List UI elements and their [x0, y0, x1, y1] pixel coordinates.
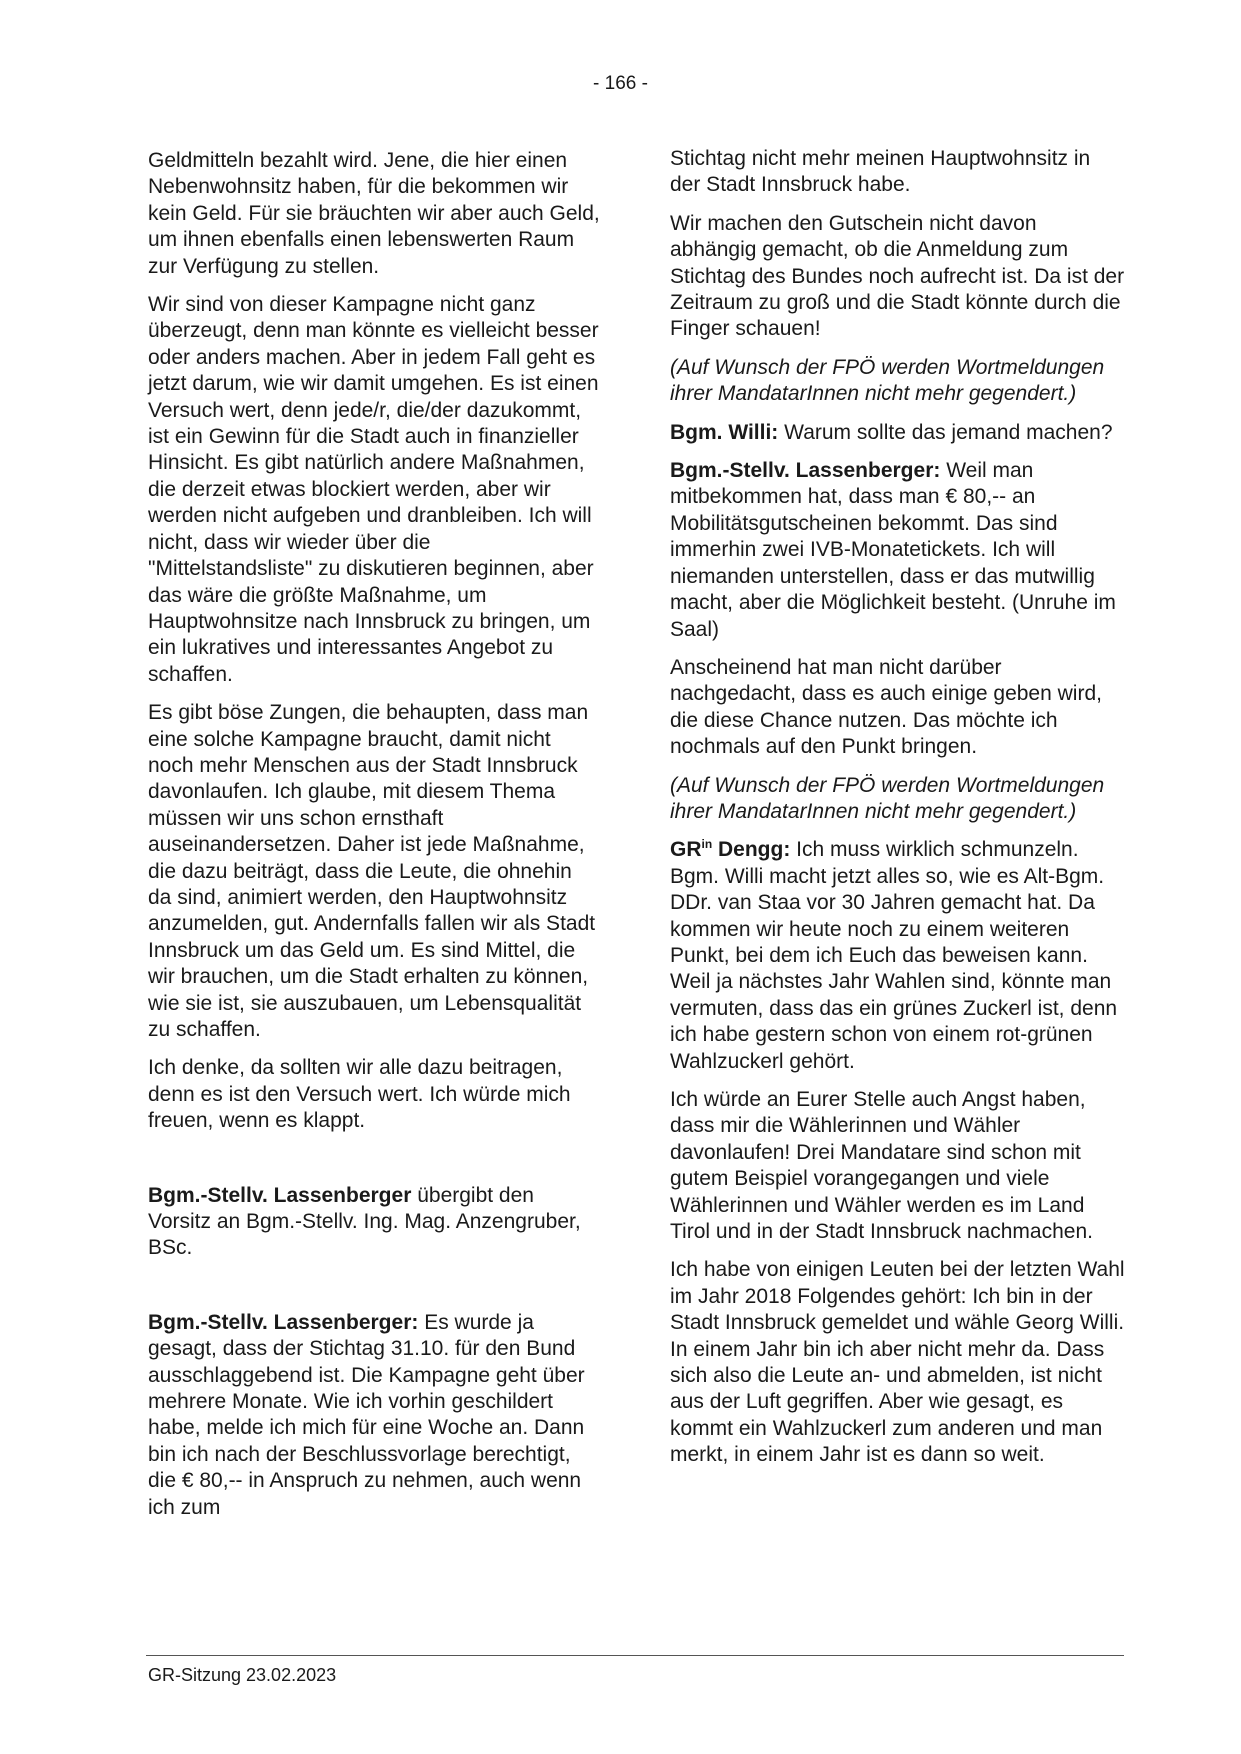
speaker-name: Bgm.-Stellv. Lassenberger:: [670, 459, 941, 483]
paragraph-text: Warum sollte das jemand machen?: [778, 420, 1113, 444]
speaker-name: Bgm. Willi:: [670, 420, 779, 444]
paragraph-text: Weil man mitbekommen hat, dass man € 80,-- an Mobilitätsgutscheinen bekommt. Das sind immerhin zwei IVB-Monatetickets. Ich will niemanden unterstellen, dass er das mutwillig macht, aber die Möglichkeit besteht. (Unruhe im Saal): [670, 459, 1116, 641]
paragraph-text: Es wurde ja gesagt, dass der Stichtag 31.10. für den Bund ausschlaggebend ist. Die Kampagne geht über mehrere Monate. Wie ich vorhin geschildert habe, melde ich mich für eine Woche an. Dann bin ich nach der Beschlussvorlage berechtigt, die € 80,-- in Anspruch zu nehmen, auch wenn ich zum: [148, 1310, 585, 1519]
speaker-title: GR: [670, 838, 702, 862]
paragraph: Ich würde an Eurer Stelle auch Angst haben, dass mir die Wählerinnen und Wähler davonlaufen! Drei Mandatare sind schon mit gutem Beispiel vorangegangen und viele Wählerinnen und Wähler werden es im Land Tirol und in der Stadt Innsbruck nachmachen.: [670, 1088, 1093, 1244]
paragraph: Ich denke, da sollten wir alle dazu beitragen, denn es ist den Versuch wert. Ich würde mich freuen, wenn es klappt.: [148, 1056, 571, 1133]
speaker-title-superscript: in: [701, 837, 713, 852]
right-column: [670, 146, 1125, 1481]
footer-divider: [146, 1655, 1124, 1656]
speaker-surname: Dengg:: [712, 838, 791, 862]
paragraph: Anscheinend hat man nicht darüber nachgedacht, dass es auch einige geben wird, die diese Chance nutzen. Das möchte ich nochmals auf den Punkt bringen.: [670, 655, 1102, 759]
page-number: - 166 -: [593, 73, 648, 94]
speaker-name: [670, 838, 790, 861]
speaker-name: Bgm.-Stellv. Lassenberger:: [148, 1310, 419, 1334]
speaker-paragraph: [670, 420, 1125, 446]
paragraph: Wir machen den Gutschein nicht davon abhängig gemacht, ob die Anmeldung zum Stichtag des Bundes noch aufrecht ist. Da ist der Zeitraum zu groß und die Stadt könnte durch die Finger schauen!: [670, 211, 1125, 341]
procedural-note: [148, 1183, 600, 1262]
paragraph: Es gibt böse Zungen, die behaupten, dass man eine solche Kampagne braucht, damit nicht noch mehr Menschen aus der Stadt Innsbruck davonlaufen. Ich glaube, mit diesem Thema müssen wir uns schon ernsthaft auseinandersetzen. Daher ist jede Maßnahme, die dazu beiträgt, dass die Leute, die ohnehin da sind, animiert werden, den Hauptwohnsitz anzumelden, gut. Andernfalls fallen wir als Stadt Innsbruck um das Geld um. Es sind Mittel, die wir brauchen, um die Stadt erhalten zu können, wie sie ist, sie auszubauen, um Lebensqualität zu schaffen.: [148, 701, 596, 1041]
paragraph: Wir sind von dieser Kampagne nicht ganz überzeugt, denn man könnte es vielleicht besser oder anders machen. Aber in jedem Fall geht es jetzt darum, wie wir damit umgehen. Es ist einen Versuch wert, denn jede/r, die/der dazukommt, ist ein Gewinn für die Stadt auch in finanzieller Hinsicht. Es gibt natürlich andere Maßnahmen, die derzeit etwas blockiert werden, aber wir werden nicht aufgeben und dranbleiben. Ich will nicht, dass wir wieder über die "Mittelstandsliste" zu diskutieren beginnen, aber das wäre die größte Maßnahme, um Hauptwohnsitze nach Innsbruck zu bringen, um ein lukratives und interessantes Angebot zu schaffen.: [148, 293, 599, 686]
paragraph: Stichtag nicht mehr meinen Hauptwohnsitz in der Stadt Innsbruck habe.: [670, 147, 1091, 197]
speaker-name: Bgm.-Stellv. Lassenberger: [148, 1183, 412, 1207]
editorial-note: (Auf Wunsch der FPÖ werden Wortmeldungen ihrer MandatarInnen nicht mehr gegendert.): [670, 355, 1105, 406]
speaker-paragraph: [670, 458, 1125, 643]
speaker-paragraph: [670, 837, 1125, 1075]
paragraph: Geldmitteln bezahlt wird. Jene, die hier einen Nebenwohnsitz haben, für die bekommen wir kein Geld. Für sie bräuchten wir aber auch Geld, um ihnen ebenfalls einen lebenswerten Raum zur Verfügung zu stellen.: [148, 149, 600, 278]
paragraph-text: übergibt den Vorsitz an Bgm.-Stellv. Ing. Mag. Anzengruber, BSc.: [148, 1183, 581, 1260]
speaker-paragraph: [148, 1310, 600, 1521]
editorial-note: (Auf Wunsch der FPÖ werden Wortmeldungen ihrer MandatarInnen nicht mehr gegendert.): [670, 773, 1105, 823]
paragraph-text: Ich muss wirklich schmunzeln. Bgm. Willi macht jetzt alles so, wie es Alt-Bgm. DDr. van Staa vor 30 Jahren gemacht hat. Da kommen wir heute noch zu einem weiteren Punkt, bei dem ich Euch das beweisen kann. Weil ja nächstes Jahr Wahlen sind, könnte man vermuten, dass das ein grünes Zuckerl ist, denn ich habe gestern schon von einem rot-grünen Wahlzuckerl gehört.: [670, 838, 1118, 1073]
footer-text: GR-Sitzung 23.02.2023: [148, 1665, 337, 1685]
paragraph: Ich habe von einigen Leuten bei der letzten Wahl im Jahr 2018 Folgendes gehört: Ich bin in der Stadt Innsbruck gemeldet und wähle Georg Willi. In einem Jahr bin ich aber nicht mehr da. Dass sich also die Leute an- und abmelden, ist nicht aus der Luft gegriffen. Aber wie gesagt, es kommt ein Wahlzuckerl zum anderen und man merkt, in einem Jahr ist es dann so weit.: [670, 1258, 1125, 1467]
left-column: [148, 148, 600, 1533]
